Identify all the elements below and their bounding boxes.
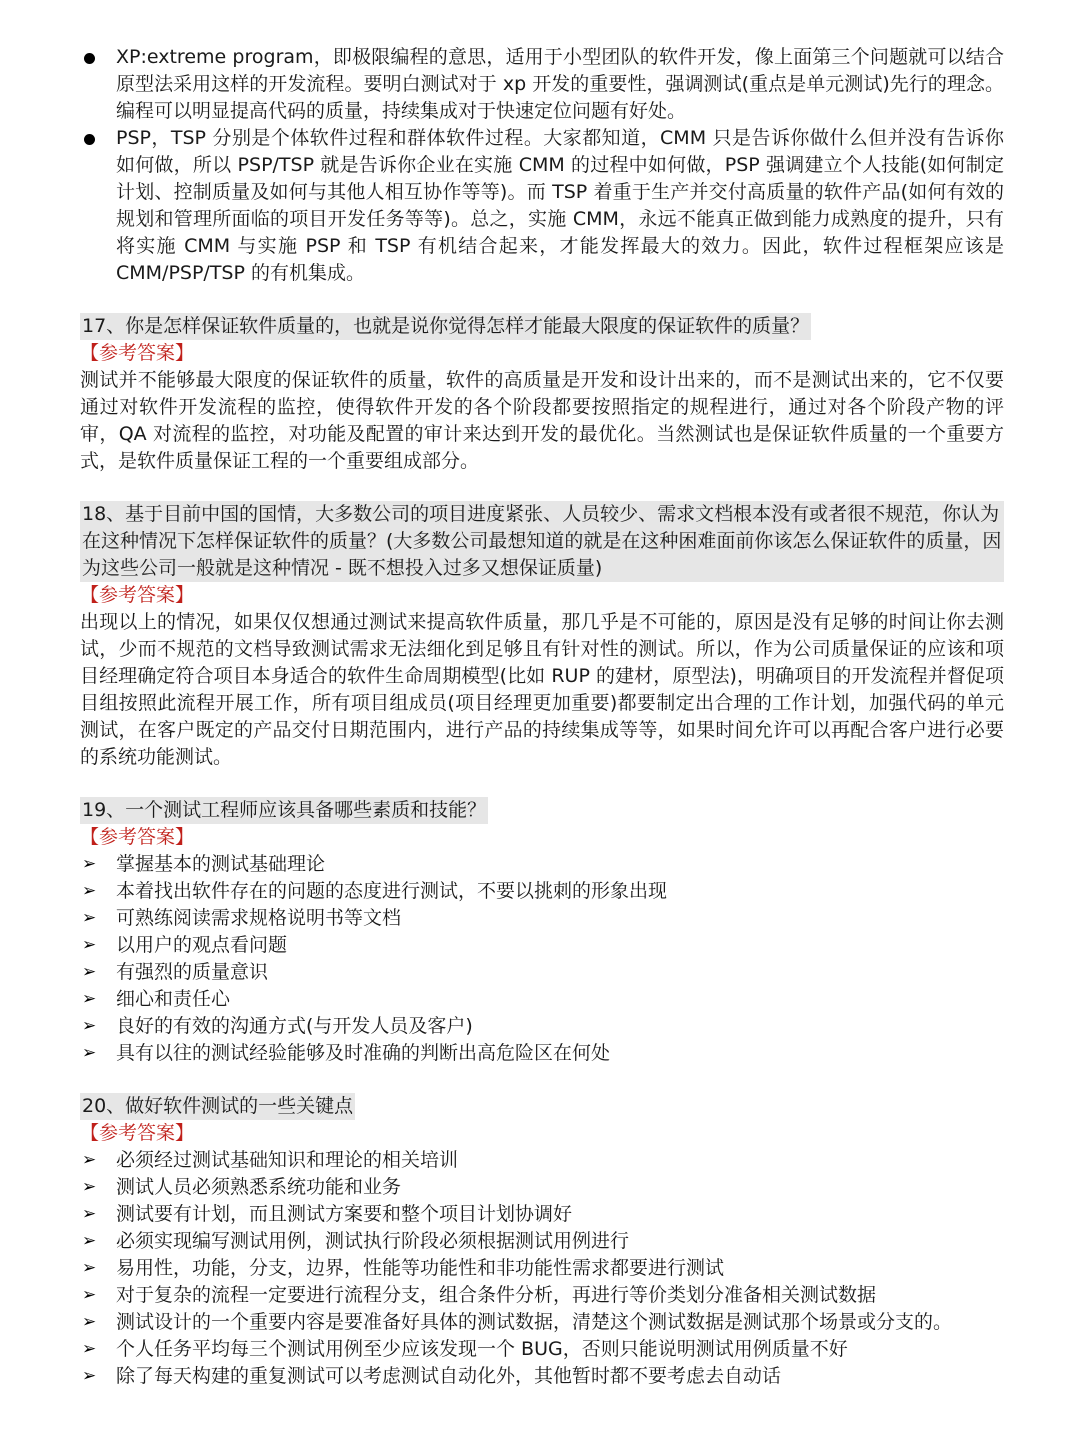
arrow-bullet-icon: ➢ (82, 1258, 97, 1278)
arrow-bullet-icon: ➢ (82, 1312, 97, 1332)
arrow-bullet-icon: ➢ (82, 1231, 97, 1251)
question-19-section (80, 797, 1004, 1067)
list-item: ➢ 必须实现编写测试用例，测试执行阶段必须根据测试用例进行 (80, 1228, 1004, 1255)
bullet-text: XP:extreme program，即极限编程的意思，适用于小型团队的软件开发，像上面第三个问题就可以结合原型法采用这样的开发流程。要明白测试对于 xp 开发的重要性，强调测试(重点是单元测试)先行的理念。编程可以明显提高代码的质量，持续集成对于快速定位问题有好处。 (116, 46, 1004, 122)
intro-bullet-list (80, 44, 1004, 287)
question-20-list (80, 1147, 1004, 1390)
question-17-section (80, 313, 1004, 475)
question-19-list (80, 851, 1004, 1067)
list-item: ➢ 细心和责任心 (80, 986, 1004, 1013)
list-item: ➢ 对于复杂的流程一定要进行流程分支，组合条件分析，再进行等价类划分准备相关测试数据 (80, 1282, 1004, 1309)
arrow-bullet-icon: ➢ (82, 854, 97, 874)
list-item: ➢ 本着找出软件存在的问题的态度进行测试，不要以挑刺的形象出现 (80, 878, 1004, 905)
arrow-bullet-icon: ➢ (82, 908, 97, 928)
arrow-bullet-icon: ➢ (82, 1177, 97, 1197)
list-item: ➢ 良好的有效的沟通方式(与开发人员及客户) (80, 1013, 1004, 1040)
arrow-bullet-icon: ➢ (82, 1339, 97, 1359)
arrow-bullet-icon: ➢ (82, 962, 97, 982)
arrow-bullet-icon: ➢ (82, 1043, 97, 1063)
list-item: ➢ 测试人员必须熟悉系统功能和业务 (80, 1174, 1004, 1201)
list-item: ➢ 以用户的观点看问题 (80, 932, 1004, 959)
arrow-bullet-icon: ➢ (82, 935, 97, 955)
list-item: ➢ 必须经过测试基础知识和理论的相关培训 (80, 1147, 1004, 1174)
question-17-heading: 17、你是怎样保证软件质量的，也就是说你觉得怎样才能最大限度的保证软件的质量？ (80, 313, 811, 340)
question-20-heading: 20、做好软件测试的一些关键点 (80, 1093, 355, 1120)
arrow-bullet-icon: ➢ (82, 989, 97, 1009)
list-item: ➢ 易用性，功能，分支，边界，性能等功能性和非功能性需求都要进行测试 (80, 1255, 1004, 1282)
answer-label: 【参考答案】 (80, 826, 195, 848)
bullet-item-psp-tsp (80, 125, 1004, 287)
list-item: ➢ 具有以往的测试经验能够及时准确的判断出高危险区在何处 (80, 1040, 1004, 1067)
answer-label: 【参考答案】 (80, 342, 195, 364)
question-19-heading: 19、一个测试工程师应该具备哪些素质和技能？ (80, 797, 488, 824)
bullet-dot-icon (84, 134, 95, 145)
list-item: ➢ 掌握基本的测试基础理论 (80, 851, 1004, 878)
question-18-heading: 18、基于目前中国的国情，大多数公司的项目进度紧张、人员较少、需求文档根本没有或者很不规范，你认为在这种情况下怎样保证软件的质量？(大多数公司最想知道的就是在这种困难面前你该怎么保证软件的质量，因为这些公司一般就是这种情况 - 既不想投入过多又想保证质量) (80, 501, 1004, 582)
question-18-answer: 出现以上的情况，如果仅仅想通过测试来提高软件质量，那几乎是不可能的，原因是没有足够的时间让你去测试，少而不规范的文档导致测试需求无法细化到足够且有针对性的测试。所以，作为公司质量保证的应该和项目经理确定符合项目本身适合的软件生命周期模型(比如 RUP 的建材，原型法)，明确项目的开发流程并督促项目组按照此流程开展工作，所有项目组成员(项目经理更加重要)都要制定出合理的工作计划，加强代码的单元测试，在客户既定的产品交付日期范围内，进行产品的持续集成等等，如果时间允许可以再配合客户进行必要的系统功能测试。 (80, 611, 1004, 768)
list-item: ➢ 有强烈的质量意识 (80, 959, 1004, 986)
list-item: ➢ 测试设计的一个重要内容是要准备好具体的测试数据，清楚这个测试数据是测试那个场景或分支的。 (80, 1309, 1004, 1336)
bullet-dot-icon (84, 53, 95, 64)
list-item: ➢ 除了每天构建的重复测试可以考虑测试自动化外，其他暂时都不要考虑去自动话 (80, 1363, 1004, 1390)
list-item: ➢ 可熟练阅读需求规格说明书等文档 (80, 905, 1004, 932)
arrow-bullet-icon: ➢ (82, 1366, 97, 1386)
arrow-bullet-icon: ➢ (82, 1285, 97, 1305)
arrow-bullet-icon: ➢ (82, 1016, 97, 1036)
list-item: ➢ 测试要有计划，而且测试方案要和整个项目计划协调好 (80, 1201, 1004, 1228)
list-item: ➢ 个人任务平均每三个测试用例至少应该发现一个 BUG，否则只能说明测试用例质量不好 (80, 1336, 1004, 1363)
question-20-section (80, 1093, 1004, 1390)
question-18-section (80, 501, 1004, 771)
bullet-item-xp (80, 44, 1004, 125)
answer-label: 【参考答案】 (80, 584, 195, 606)
arrow-bullet-icon: ➢ (82, 881, 97, 901)
question-17-answer: 测试并不能够最大限度的保证软件的质量，软件的高质量是开发和设计出来的，而不是测试出来的，它不仅要通过对软件开发流程的监控，使得软件开发的各个阶段都要按照指定的规程进行，通过对各个阶段产物的评审，QA 对流程的监控，对功能及配置的审计来达到开发的最优化。当然测试也是保证软件质量的一个重要方式，是软件质量保证工程的一个重要组成部分。 (80, 369, 1004, 472)
bullet-text: PSP，TSP 分别是个体软件过程和群体软件过程。大家都知道，CMM 只是告诉你做什么但并没有告诉你如何做，所以 PSP/TSP 就是告诉你企业在实施 CMM 的过程中如何做，PSP 强调建立个人技能(如何制定计划、控制质量及如何与其他人相互协作等等)。而 TSP 着重于生产并交付高质量的软件产品(如何有效的规划和管理所面临的项目开发任务等等)。总之，实施 CMM，永远不能真正做到能力成熟度的提升，只有将实施 CMM 与实施 PSP 和 TSP 有机结合起来，才能发挥最大的效力。因此，软件过程框架应该是 CMM/PSP/TSP 的有机集成。 (116, 127, 1004, 284)
arrow-bullet-icon: ➢ (82, 1150, 97, 1170)
arrow-bullet-icon: ➢ (82, 1204, 97, 1224)
answer-label: 【参考答案】 (80, 1122, 195, 1144)
